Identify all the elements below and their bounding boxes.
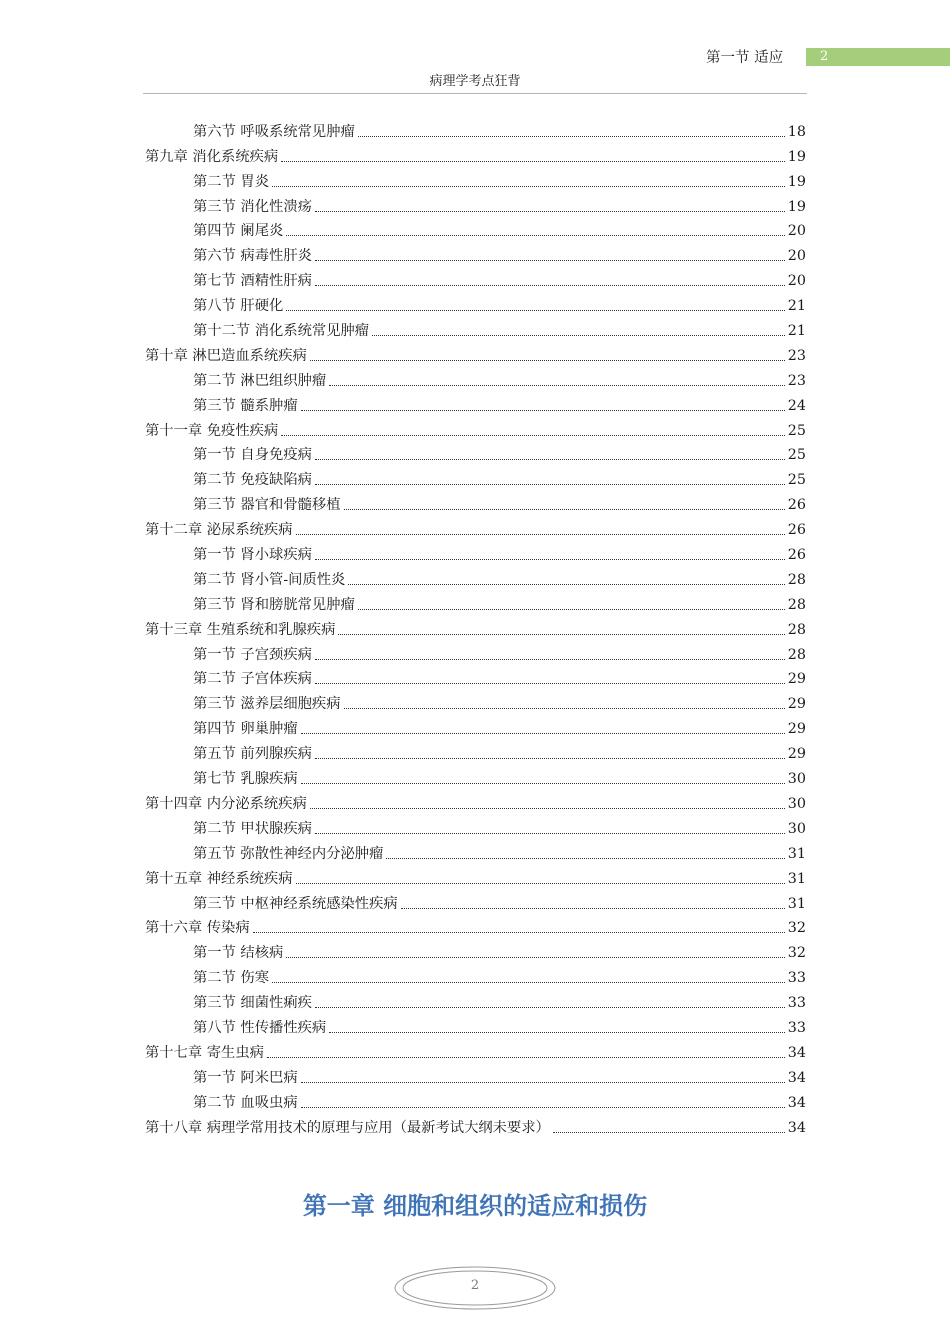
toc-leader-dots: [296, 533, 785, 535]
toc-entry-title: 第三节 肾和膀胱常见肿瘤: [193, 596, 355, 613]
toc-entry-title: 第十六章 传染病: [145, 920, 250, 937]
toc-section-entry[interactable]: [145, 315, 806, 340]
toc-leader-dots: [310, 359, 785, 361]
toc-leader-dots: [315, 682, 785, 684]
toc-entry-page: 21: [787, 298, 806, 315]
toc-section-entry[interactable]: [145, 1062, 806, 1087]
toc-entry-title: 第五节 前列腺疾病: [193, 746, 312, 763]
toc-section-entry[interactable]: [145, 539, 806, 564]
toc-section-entry[interactable]: [145, 440, 806, 465]
toc-entry-page: 32: [787, 945, 806, 962]
toc-entry-title: 第二节 甲状腺疾病: [193, 820, 312, 837]
toc-entry-page: 33: [787, 1019, 806, 1036]
toc-entry-page: 21: [787, 323, 806, 340]
toc-section-entry[interactable]: [145, 813, 806, 838]
toc-leader-dots: [329, 1031, 785, 1033]
toc-entry-title: 第十四章 内分泌系统疾病: [145, 795, 307, 812]
toc-entry-page: 19: [787, 198, 806, 215]
book-title: 病理学考点狂背: [429, 74, 521, 89]
toc-leader-dots: [267, 1056, 785, 1058]
toc-entry-page: 26: [787, 522, 806, 539]
toc-section-entry[interactable]: [145, 738, 806, 763]
toc-entry-title: 第十七章 寄生虫病: [145, 1044, 264, 1061]
toc-entry-title: 第八节 性传播性疾病: [193, 1019, 327, 1036]
toc-leader-dots: [386, 857, 784, 859]
toc-leader-dots: [315, 483, 785, 485]
toc-entry-title: 第三节 髓系肿瘤: [193, 397, 298, 414]
toc-section-entry[interactable]: [145, 763, 806, 788]
toc-section-entry[interactable]: [145, 290, 806, 315]
toc-section-entry[interactable]: [145, 664, 806, 689]
toc-section-entry[interactable]: [145, 265, 806, 290]
toc-entry-page: 25: [787, 422, 806, 439]
toc-entry-page: 28: [787, 596, 806, 613]
toc-entry-title: 第三节 滋养层细胞疾病: [193, 696, 341, 713]
toc-section-entry[interactable]: [145, 464, 806, 489]
toc-entry-title: 第十五章 神经系统疾病: [145, 870, 293, 887]
toc-entry-page: 34: [787, 1119, 806, 1136]
toc-chapter-entry[interactable]: [145, 415, 806, 440]
toc-entry-title: 第二节 血吸虫病: [193, 1094, 298, 1111]
toc-leader-dots: [315, 558, 785, 560]
toc-entry-page: 25: [787, 472, 806, 489]
toc-entry-page: 25: [787, 447, 806, 464]
toc-section-entry[interactable]: [145, 216, 806, 241]
toc-entry-page: 29: [787, 671, 806, 688]
toc-entry-page: 34: [787, 1044, 806, 1061]
toc-entry-page: 23: [787, 347, 806, 364]
toc-leader-dots: [281, 434, 785, 436]
toc-section-entry[interactable]: [145, 166, 806, 191]
toc-entry-title: 第二节 胃炎: [193, 173, 270, 190]
header-divider: [143, 93, 807, 94]
toc-entry-title: 第十八章 病理学常用技术的原理与应用（最新考试大纲未要求）: [145, 1119, 550, 1136]
toc-section-entry[interactable]: [145, 713, 806, 738]
toc-chapter-entry[interactable]: [145, 614, 806, 639]
toc-entry-page: 19: [787, 173, 806, 190]
toc-entry-title: 第四节 卵巢肿瘤: [193, 721, 298, 738]
toc-entry-page: 30: [787, 771, 806, 788]
toc-section-entry[interactable]: [145, 888, 806, 913]
toc-entry-page: 34: [787, 1069, 806, 1086]
toc-leader-dots: [315, 1006, 785, 1008]
toc-section-entry[interactable]: [145, 987, 806, 1012]
toc-entry-page: 34: [787, 1094, 806, 1111]
toc-entry-title: 第三节 器官和骨髓移植: [193, 497, 341, 514]
toc-entry-title: 第二节 子宫体疾病: [193, 671, 312, 688]
toc-entry-page: 33: [787, 995, 806, 1012]
toc-leader-dots: [315, 658, 785, 660]
toc-chapter-entry[interactable]: [145, 1037, 806, 1062]
toc-leader-dots: [296, 882, 785, 884]
toc-entry-title: 第九章 消化系统疾病: [145, 148, 279, 165]
toc-section-entry[interactable]: [145, 191, 806, 216]
toc-leader-dots: [358, 135, 785, 137]
toc-section-entry[interactable]: [145, 1087, 806, 1112]
toc-leader-dots: [344, 508, 785, 510]
toc-section-entry[interactable]: [145, 390, 806, 415]
toc-leader-dots: [281, 160, 785, 162]
toc-section-entry[interactable]: [145, 589, 806, 614]
toc-chapter-entry[interactable]: [145, 340, 806, 365]
toc-entry-page: 29: [787, 696, 806, 713]
toc-entry-title: 第十二章 泌尿系统疾病: [145, 522, 293, 539]
toc-leader-dots: [401, 907, 785, 909]
toc-chapter-entry[interactable]: [145, 1112, 806, 1137]
toc-leader-dots: [315, 757, 785, 759]
toc-section-entry[interactable]: [145, 838, 806, 863]
toc-chapter-entry[interactable]: [145, 514, 806, 539]
toc-leader-dots: [315, 284, 785, 286]
toc-leader-dots: [310, 807, 785, 809]
toc-leader-dots: [344, 707, 785, 709]
toc-entry-page: 20: [787, 248, 806, 265]
toc-entry-page: 28: [787, 571, 806, 588]
toc-entry-page: 28: [787, 621, 806, 638]
toc-entry-title: 第十一章 免疫性疾病: [145, 422, 279, 439]
toc-leader-dots: [338, 633, 784, 635]
toc-entry-title: 第八节 肝硬化: [193, 298, 284, 315]
toc-leader-dots: [301, 1106, 785, 1108]
toc-entry-title: 第一节 肾小球疾病: [193, 547, 312, 564]
toc-entry-title: 第四节 阑尾炎: [193, 223, 284, 240]
toc-entry-page: 28: [787, 646, 806, 663]
toc-leader-dots: [301, 732, 785, 734]
toc-leader-dots: [358, 608, 785, 610]
footer-page-number: 2: [470, 1278, 480, 1293]
toc-entry-title: 第二节 淋巴组织肿瘤: [193, 372, 327, 389]
toc-leader-dots: [315, 458, 785, 460]
toc-leader-dots: [286, 309, 784, 311]
toc-section-entry[interactable]: [145, 1012, 806, 1037]
page-number-tab: 2: [806, 48, 950, 66]
toc-entry-title: 第三节 中枢神经系统感染性疾病: [193, 895, 398, 912]
toc-leader-dots: [315, 210, 785, 212]
toc-entry-page: 24: [787, 397, 806, 414]
toc-section-entry[interactable]: [145, 937, 806, 962]
toc-chapter-entry[interactable]: [145, 863, 806, 888]
toc-leader-dots: [272, 981, 785, 983]
toc-section-entry[interactable]: [145, 489, 806, 514]
toc-leader-dots: [315, 259, 785, 261]
toc-entry-page: 20: [787, 273, 806, 290]
table-of-contents: [145, 116, 806, 1137]
toc-leader-dots: [553, 1131, 785, 1133]
toc-section-entry[interactable]: [145, 116, 806, 141]
toc-leader-dots: [301, 1081, 785, 1083]
toc-leader-dots: [348, 583, 784, 585]
toc-entry-title: 第一节 阿米巴病: [193, 1069, 298, 1086]
toc-entry-page: 18: [787, 123, 806, 140]
toc-section-entry[interactable]: [145, 240, 806, 265]
toc-section-entry[interactable]: [145, 962, 806, 987]
toc-entry-title: 第七节 乳腺疾病: [193, 771, 298, 788]
toc-chapter-entry[interactable]: [145, 913, 806, 938]
toc-entry-page: 29: [787, 746, 806, 763]
toc-entry-title: 第三节 细菌性痢疾: [193, 995, 312, 1012]
toc-entry-page: 19: [787, 148, 806, 165]
toc-leader-dots: [272, 185, 785, 187]
toc-entry-page: 20: [787, 223, 806, 240]
toc-entry-title: 第一节 子宫颈疾病: [193, 646, 312, 663]
toc-entry-title: 第一节 结核病: [193, 945, 284, 962]
toc-entry-title: 第一节 自身免疫病: [193, 447, 312, 464]
chapter-heading: 第一章 细胞和组织的适应和损伤: [302, 1192, 648, 1220]
toc-entry-page: 30: [787, 820, 806, 837]
toc-entry-title: 第十二节 消化系统常见肿瘤: [193, 323, 370, 340]
toc-leader-dots: [253, 931, 785, 933]
toc-entry-title: 第六节 病毒性肝炎: [193, 248, 312, 265]
toc-entry-title: 第十三章 生殖系统和乳腺疾病: [145, 621, 336, 638]
toc-chapter-entry[interactable]: [145, 141, 806, 166]
toc-leader-dots: [372, 334, 785, 336]
toc-entry-title: 第十章 淋巴造血系统疾病: [145, 347, 307, 364]
toc-leader-dots: [301, 409, 785, 411]
toc-entry-title: 第五节 弥散性神经内分泌肿瘤: [193, 845, 384, 862]
toc-entry-page: 26: [787, 497, 806, 514]
toc-entry-page: 29: [787, 721, 806, 738]
toc-entry-title: 第七节 酒精性肝病: [193, 273, 312, 290]
toc-leader-dots: [286, 234, 784, 236]
toc-leader-dots: [315, 832, 785, 834]
running-title: 第一节 适应: [706, 50, 784, 66]
toc-entry-page: 33: [787, 970, 806, 987]
toc-entry-title: 第二节 肾小管-间质性炎: [193, 571, 346, 588]
toc-leader-dots: [329, 384, 785, 386]
toc-entry-page: 26: [787, 547, 806, 564]
toc-entry-page: 31: [787, 845, 806, 862]
toc-chapter-entry[interactable]: [145, 788, 806, 813]
toc-entry-title: 第三节 消化性溃疡: [193, 198, 312, 215]
toc-entry-page: 31: [787, 895, 806, 912]
toc-entry-page: 32: [787, 920, 806, 937]
toc-entry-title: 第六节 呼吸系统常见肿瘤: [193, 123, 355, 140]
toc-section-entry[interactable]: [145, 365, 806, 390]
toc-entry-title: 第二节 免疫缺陷病: [193, 472, 312, 489]
toc-entry-page: 30: [787, 795, 806, 812]
toc-entry-page: 23: [787, 372, 806, 389]
toc-entry-title: 第二节 伤寒: [193, 970, 270, 987]
toc-section-entry[interactable]: [145, 564, 806, 589]
toc-section-entry[interactable]: [145, 639, 806, 664]
toc-section-entry[interactable]: [145, 688, 806, 713]
toc-leader-dots: [301, 782, 785, 784]
toc-entry-page: 31: [787, 870, 806, 887]
toc-leader-dots: [286, 956, 784, 958]
